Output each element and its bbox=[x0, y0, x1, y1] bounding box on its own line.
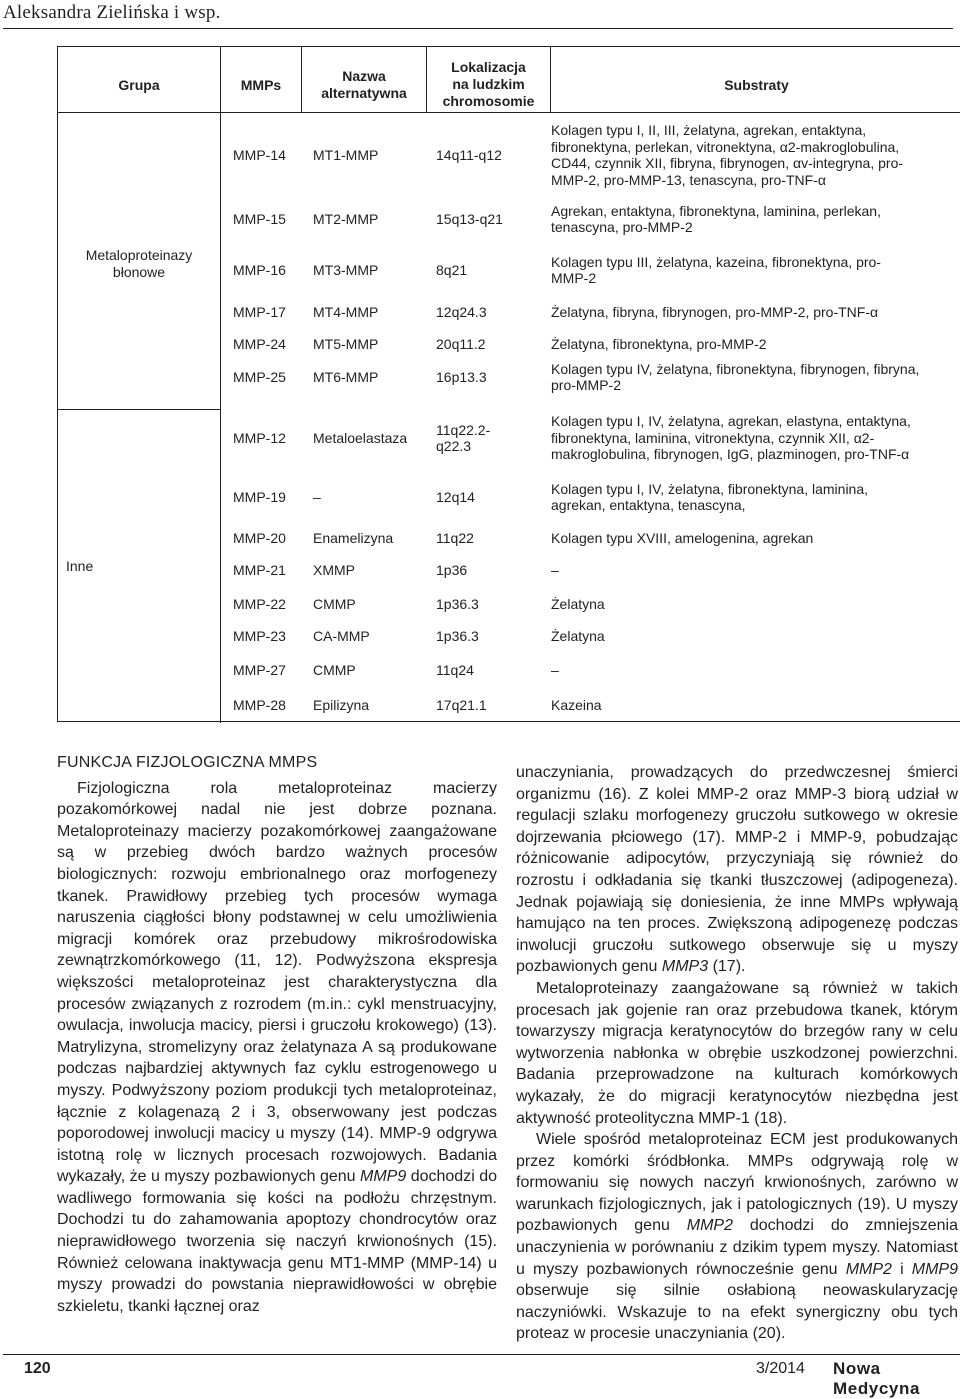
cell-line: makroglobulina, fibrynogen, IgG, plazminogen, pro-TNF-α bbox=[551, 446, 910, 463]
cell-line: MMP-27 bbox=[233, 661, 286, 678]
journal-title: Nowa Medycyna bbox=[833, 1359, 921, 1398]
cell-mmp bbox=[233, 697, 299, 714]
cell-alt bbox=[313, 562, 425, 579]
cell-alt bbox=[313, 147, 425, 164]
cell-line: 1p36.3 bbox=[436, 595, 479, 612]
cell-line: CMMP bbox=[313, 661, 356, 678]
cell-line: agrekan, entaktyna, tenascyna, bbox=[551, 497, 746, 513]
th-nazwa-line: alternatywna bbox=[321, 85, 407, 101]
cell-line: – bbox=[313, 488, 321, 505]
cell-alt bbox=[313, 697, 425, 714]
cell-line: MMP-19 bbox=[233, 488, 286, 505]
cell-alt bbox=[313, 489, 425, 506]
cell-line: MMP-20 bbox=[233, 529, 286, 546]
cell-line: – bbox=[551, 661, 559, 678]
mmp-table bbox=[57, 46, 960, 722]
cell-loc bbox=[436, 147, 548, 164]
cell-alt bbox=[313, 336, 425, 353]
cell-line: – bbox=[551, 561, 559, 578]
footer-rule bbox=[3, 1354, 960, 1355]
cell-line: MMP-15 bbox=[233, 210, 286, 227]
cell-line: 1p36.3 bbox=[436, 627, 479, 644]
cell-line: MT5-MMP bbox=[313, 335, 379, 352]
th-lokalizacja-line: na ludzkim bbox=[452, 76, 525, 92]
cell-alt bbox=[313, 430, 425, 447]
cell-mmp bbox=[233, 628, 299, 645]
left-column bbox=[57, 752, 497, 1317]
cell-line: XMMP bbox=[313, 561, 355, 578]
cell-line: pro-MMP-2 bbox=[551, 377, 622, 393]
cell-line: CA-MMP bbox=[313, 627, 370, 644]
cell-line: fibronektyna, perlekan, vitronektyna, α2-makroglobulina, bbox=[551, 138, 900, 155]
cell-line: 17q21.1 bbox=[436, 696, 487, 713]
cell-sub bbox=[551, 413, 956, 463]
group-column-divider bbox=[220, 112, 221, 723]
cell-sub bbox=[551, 697, 956, 714]
cell-line: Kolagen typu XVIII, amelogenina, agrekan bbox=[551, 529, 814, 546]
text-run: dochodzi do zmniejszenia unaczynienia w porównaniu z dzikim typem myszy. Natomiast u myszy pozbawionych równocześnie genu bbox=[516, 1217, 958, 1278]
cell-line: 8q21 bbox=[436, 261, 468, 278]
cell-line: Agrekan, entaktyna, fibronektyna, laminina, perlekan, bbox=[551, 202, 881, 219]
text-run: Metaloproteinazy zaangażowane są również w takich procesach jak gojenie ran oraz przebudowa tkanek, którym towarzyszy migracja keratynocytów do brzegów rany w celu wytworzenia nabłonka w obrębie uszkodzonej powierzchni. Badania przeprowadzone na kulturach komórkowych wykazały, że do migracji keratynocytów niezbędna jest aktywność proteolityczna MMP-1 (18). bbox=[516, 979, 958, 1127]
cell-mmp bbox=[233, 262, 299, 279]
cell-line: MT4-MMP bbox=[313, 303, 379, 320]
cell-sub bbox=[551, 628, 956, 645]
group-label-membrane bbox=[58, 247, 220, 281]
cell-mmp bbox=[233, 662, 299, 679]
header-divider bbox=[550, 47, 551, 112]
gene-name: MMP3 bbox=[661, 958, 709, 976]
running-header bbox=[3, 0, 960, 40]
cell-line: Kolagen typu I, IV, żelatyna, fibronektyna, laminina, bbox=[551, 480, 869, 497]
cell-line: Żelatyna, fibryna, fibrynogen, pro-MMP-2, pro-TNF-α bbox=[551, 303, 879, 320]
cell-sub bbox=[551, 122, 956, 188]
text-run: unaczyniania, prowadzących do przedwczesnej śmierci organizmu (16). Z kolei MMP-2 oraz MMP-3 biorą udział w regulacji szlaku morfogenezy gruczołu sutkowego w okresie dojrzewania płciowego (17). MMP-2 i MMP-9, pobudzając różnicowanie adipocytów, przyczyniają się również do rozrostu i odkładania się tkanki tłuszczowej (adipogeneza). Jednak pojawiają się doniesienia, że inne MMPs wpływają hamująco na ten proces. Zwiększoną adipogenezę podczas inwolucji gruczołu sutkowego obserwuje się u myszy pozbawionych genu bbox=[516, 764, 958, 976]
gene-name: MMP2 bbox=[845, 1260, 892, 1278]
cell-mmp bbox=[233, 211, 299, 228]
group-label-line: błonowe bbox=[112, 264, 166, 280]
cell-sub bbox=[551, 481, 956, 514]
cell-line: Kolagen typu I, IV, żelatyna, agrekan, elastyna, entaktyna, bbox=[551, 413, 911, 430]
cell-loc bbox=[436, 304, 548, 321]
paragraph bbox=[516, 762, 958, 978]
cell-mmp bbox=[233, 304, 299, 321]
cell-mmp bbox=[233, 530, 299, 547]
cell-loc bbox=[436, 369, 548, 386]
header-rule bbox=[3, 28, 953, 29]
cell-mmp bbox=[233, 489, 299, 506]
cell-line: 12q24.3 bbox=[436, 303, 487, 320]
cell-line: Żelatyna bbox=[551, 595, 605, 612]
group-label-other: Inne bbox=[66, 558, 94, 574]
cell-mmp bbox=[233, 596, 299, 613]
cell-loc bbox=[436, 697, 548, 714]
th-nazwa bbox=[302, 68, 426, 102]
cell-sub bbox=[551, 596, 956, 613]
cell-line: 11q24 bbox=[436, 661, 474, 678]
cell-loc bbox=[436, 211, 548, 228]
cell-line: MMP-14 bbox=[233, 146, 286, 163]
group-label-line: Metaloproteinazy bbox=[85, 247, 193, 263]
cell-mmp bbox=[233, 336, 299, 353]
cell-line: MMP-24 bbox=[233, 335, 286, 352]
cell-line: MMP-2, pro-MMP-13, tenascyna, pro-TNF-α bbox=[551, 171, 826, 188]
th-substraty: Substraty bbox=[724, 77, 789, 93]
cell-loc bbox=[436, 489, 548, 506]
page-footer bbox=[0, 1350, 960, 1398]
cell-loc bbox=[436, 662, 548, 679]
cell-loc bbox=[436, 628, 548, 645]
left-paragraphs bbox=[57, 778, 497, 1318]
right-paragraphs bbox=[516, 762, 958, 1345]
text-run: Wiele spośród metaloproteinaz ECM jest produkowanych przez komórki śródbłonka. MMPs odgrywają rolę w formowaniu się nowych naczyń krwionośnych, zarówno w warunkach fizjologicznych, jak i patologicznych (19). U myszy pozbawionych genu bbox=[516, 1131, 958, 1235]
text-run: i bbox=[891, 1260, 912, 1278]
cell-line: MMP-22 bbox=[233, 595, 286, 612]
cell-line: MMP-25 bbox=[233, 368, 286, 385]
cell-line: Kazeina bbox=[551, 696, 602, 713]
paragraph bbox=[516, 978, 958, 1129]
cell-mmp bbox=[233, 147, 299, 164]
cell-loc bbox=[436, 262, 548, 279]
cell-line: Kolagen typu III, żelatyna, kazeina, fibronektyna, pro- bbox=[551, 253, 881, 270]
running-header-author: Aleksandra Zielińska i wsp. bbox=[3, 2, 221, 23]
gene-name: MMP9 bbox=[911, 1260, 958, 1278]
cell-mmp bbox=[233, 369, 299, 386]
group-divider bbox=[58, 409, 220, 410]
header-divider bbox=[426, 47, 427, 112]
cell-sub bbox=[551, 254, 956, 287]
th-grupa: Grupa bbox=[118, 77, 160, 93]
cell-alt bbox=[313, 628, 425, 645]
header-divider bbox=[301, 47, 302, 112]
cell-line: Enamelizyna bbox=[313, 529, 394, 546]
cell-line: Kolagen typu IV, żelatyna, fibronektyna, fibrynogen, fibryna, bbox=[551, 360, 920, 377]
th-nazwa-line: Nazwa bbox=[342, 68, 386, 84]
cell-line: Kolagen typu I, II, III, żelatyna, agrekan, entaktyna, bbox=[551, 122, 867, 138]
cell-line: 1p36 bbox=[436, 561, 468, 578]
th-lokalizacja bbox=[427, 59, 550, 110]
cell-line: CMMP bbox=[313, 595, 356, 612]
cell-line: MMP-17 bbox=[233, 303, 286, 320]
issue-number: 3/2014 bbox=[756, 1360, 805, 1377]
cell-sub bbox=[551, 203, 956, 236]
th-lokalizacja-line: chromosomie bbox=[442, 93, 535, 109]
cell-line: MMP-16 bbox=[233, 261, 286, 278]
cell-loc bbox=[436, 530, 548, 547]
cell-line: 16p13.3 bbox=[436, 368, 487, 385]
cell-loc bbox=[436, 562, 548, 579]
gene-name: MMP2 bbox=[686, 1217, 733, 1235]
text-run: Fizjologiczna rola metaloproteinaz macierzy pozakomórkowej nadal nie jest dobrze poznana. Metaloproteinazy macierzy pozakomórkowej zaangażowane są w przebieg dwóch bardzo ważnych procesów biologicznych: rozwoju embrionalnego oraz morfogenezy tkanek. Prawidłowy przebieg tych procesów wymaga naruszenia ciągłości błony podstawnej w celu umożliwienia migracji komórek oraz przebudowy mikrośrodowiska zewnątrzkomórkowego (11, 12). Podwyższona ekspresja większości metaloproteinaz jest charakterystyczna dla procesów związanych z rozrodem (m.in.: cykl menstruacyjny, owulacja, inwolucja macicy, piersi i gruczołu krokowego) (13). Matrylizyna, stromelizyny oraz żelatynaza A są produkowane podczas najbardziej aktywnych faz cyklu estrogenowego u myszy. Podwyższony poziom produkcji tych metaloproteinaz, łącznie z kolagenazą 2 i 3, obserwowany jest podczas poporodowej inwolucji macicy u myszy (14). MMP-9 odgrywa istotną rolę w licznych procesach rozwojowych. Badania wykazały, że u myszy pozbawionych genu bbox=[57, 779, 497, 1186]
cell-line: 11q22 bbox=[436, 529, 474, 546]
cell-line: Metaloelastaza bbox=[313, 429, 408, 446]
cell-sub bbox=[551, 530, 956, 547]
th-mmps: MMPs bbox=[240, 77, 282, 93]
header-divider bbox=[220, 47, 221, 112]
cell-mmp bbox=[233, 430, 299, 447]
cell-line: MT3-MMP bbox=[313, 261, 379, 278]
cell-line: q22.3 bbox=[436, 438, 472, 454]
cell-line: MMP-2 bbox=[551, 270, 597, 286]
text-run: obserwuje się silnie osłabioną neowaskularyzację naczyniówki. Wskazuje to na efekt synergiczny obu tych proteaz w procesie unaczyniania (20). bbox=[516, 1282, 958, 1343]
cell-line: MMP-12 bbox=[233, 429, 286, 446]
cell-line: Żelatyna, fibronektyna, pro-MMP-2 bbox=[551, 335, 767, 352]
cell-alt bbox=[313, 662, 425, 679]
cell-line: fibronektyna, laminina, vitronektyna, czynnik XII, α2- bbox=[551, 429, 875, 446]
cell-line: 14q11-q12 bbox=[436, 146, 502, 163]
cell-line: MMP-21 bbox=[233, 561, 286, 578]
cell-line: MMP-23 bbox=[233, 627, 286, 644]
cell-line: 15q13-q21 bbox=[436, 210, 503, 227]
cell-alt bbox=[313, 369, 425, 386]
text-run: (17). bbox=[708, 958, 746, 976]
section-heading: FUNKCJA FIZJOLOGICZNA MMPS bbox=[57, 754, 318, 771]
cell-sub bbox=[551, 336, 956, 353]
cell-sub bbox=[551, 361, 956, 394]
cell-line: 12q14 bbox=[436, 488, 475, 505]
text-run: dochodzi do wadliwego formowania się kości na podłożu chrzęstnym. Dochodzi tu do zahamowania apoptozy chondrocytów oraz nieprawidłowego tworzenia się naczyń krwionośnych (15). Również celowana inaktywacja genu MT1-MMP (MMP-14) u myszy prowadzi do powstania nieprawidłowości w obrębie szkieletu, tkanki łącznej oraz bbox=[57, 1168, 498, 1315]
header-rule-bottom bbox=[58, 112, 960, 113]
cell-line: MMP-28 bbox=[233, 696, 286, 713]
cell-alt bbox=[313, 596, 425, 613]
cell-alt bbox=[313, 211, 425, 228]
cell-alt bbox=[313, 304, 425, 321]
paragraph bbox=[516, 1129, 958, 1345]
cell-sub bbox=[551, 304, 956, 321]
cell-loc bbox=[436, 336, 548, 353]
cell-line: MT2-MMP bbox=[313, 210, 379, 227]
cell-line: Epilizyna bbox=[313, 696, 370, 713]
cell-mmp bbox=[233, 562, 299, 579]
cell-line: 20q11.2 bbox=[436, 335, 486, 352]
paragraph bbox=[57, 778, 497, 1318]
cell-sub bbox=[551, 562, 956, 579]
cell-alt bbox=[313, 262, 425, 279]
right-column bbox=[516, 762, 958, 1345]
cell-line: MT6-MMP bbox=[313, 368, 379, 385]
cell-loc bbox=[436, 596, 548, 613]
cell-line: Żelatyna bbox=[551, 627, 605, 644]
cell-line: MT1-MMP bbox=[313, 146, 379, 163]
th-lokalizacja-line: Lokalizacja bbox=[451, 59, 526, 75]
page-number: 120 bbox=[24, 1360, 51, 1377]
cell-alt bbox=[313, 530, 425, 547]
cell-line: 11q22.2- bbox=[436, 421, 491, 438]
cell-line: tenascyna, pro-MMP-2 bbox=[551, 219, 693, 235]
cell-loc bbox=[436, 422, 548, 455]
gene-name: MMP9 bbox=[360, 1168, 407, 1186]
cell-line: CD44, czynnik XII, fibryna, fibrynogen, αv-integryna, pro- bbox=[551, 155, 904, 171]
cell-sub bbox=[551, 662, 956, 679]
